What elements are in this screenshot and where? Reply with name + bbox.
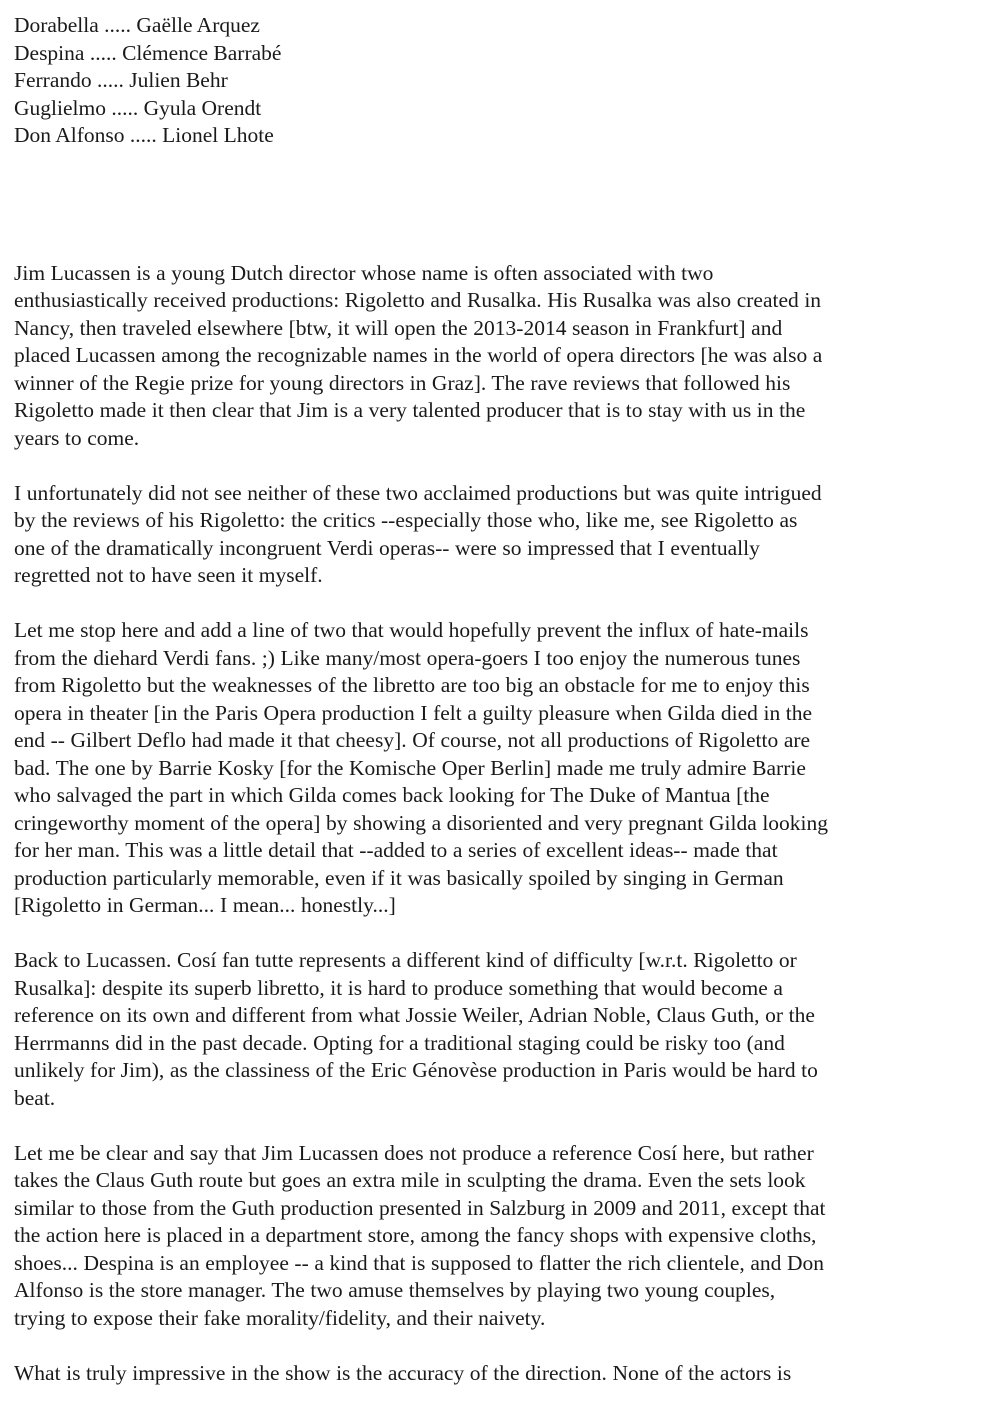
paragraph-line: regretted not to have seen it myself.	[14, 563, 323, 587]
paragraph-line: placed Lucassen among the recognizable names in the world of opera directors [he was also a	[14, 343, 823, 367]
paragraph-line: Jim Lucassen is a young Dutch director whose name is often associated with two	[14, 260, 714, 285]
paragraph-line: unlikely for Jim), as the classiness of the Eric Génovèse production in Paris would be hard to	[14, 1058, 818, 1082]
cast-entry-guglielmo: Guglielmo ..... Gyula Orendt	[14, 95, 262, 120]
paragraph-line: Rigoletto made it then clear that Jim is a very talented producer that is to stay with us in the	[14, 398, 806, 422]
paragraph-line: from Rigoletto but the weaknesses of the libretto are too big an obstacle for me to enjoy this	[14, 673, 810, 697]
article-body	[14, 260, 990, 1388]
paragraph-line: trying to expose their fake morality/fidelity, and their naivety.	[14, 1305, 546, 1330]
paragraph	[14, 480, 990, 590]
paragraph-line: end -- Gilbert Deflo had made it that cheesy]. Of course, not all productions of Rigoletto are	[14, 728, 811, 752]
paragraph-line: by the reviews of his Rigoletto: the critics --especially those who, like me, see Rigoletto as	[14, 508, 798, 532]
paragraph	[14, 617, 990, 920]
paragraph-line: shoes... Despina is an employee -- a kind that is supposed to flatter the rich clientele, and Don	[14, 1250, 825, 1275]
paragraph-line: takes the Claus Guth route but goes an extra mile in sculpting the drama. Even the sets look	[14, 1168, 806, 1192]
paragraph-line: Rusalka]: despite its superb libretto, it is hard to produce something that would become a	[14, 975, 783, 1000]
paragraph	[14, 260, 990, 453]
paragraph-line: for her man. This was a little detail that --added to a series of excellent ideas-- made that	[14, 838, 778, 862]
paragraph-line: Herrmanns did in the past decade. Opting for a traditional staging could be risky too (and	[14, 1030, 785, 1055]
paragraph-line: Alfonso is the store manager. The two amuse themselves by playing two young couples,	[14, 1278, 776, 1302]
paragraph-line: reference on its own and different from what Jossie Weiler, Adrian Noble, Claus Guth, or the	[14, 1003, 815, 1027]
cast-list	[14, 12, 990, 150]
paragraph-line: I unfortunately did not see neither of these two acclaimed productions but was quite intrigued	[14, 480, 822, 505]
paragraph	[14, 1360, 990, 1388]
paragraph-line: opera in theater [in the Paris Opera production I felt a guilty pleasure when Gilda died in the	[14, 700, 813, 725]
paragraph-line: years to come.	[14, 425, 140, 450]
paragraph-line: who salvaged the part in which Gilda comes back looking for The Duke of Mantua [the	[14, 783, 770, 807]
paragraph-line: similar to those from the Guth production presented in Salzburg in 2009 and 2011, except that	[14, 1195, 826, 1220]
cast-entry-despina: Despina ..... Clémence Barrabé	[14, 40, 282, 65]
paragraph-line: bad. The one by Barrie Kosky [for the Komische Oper Berlin] made me truly admire Barrie	[14, 755, 806, 780]
paragraph-line: the action here is placed in a department store, among the fancy shops with expensive cloths,	[14, 1223, 817, 1247]
section-gap	[14, 150, 990, 260]
paragraph-line: What is truly impressive in the show is the accuracy of the direction. None of the actors is	[14, 1360, 792, 1385]
paragraph-line: enthusiastically received productions: Rigoletto and Rusalka. His Rusalka was also created in	[14, 288, 822, 312]
paragraph-line: cringeworthy moment of the opera] by showing a disoriented and very pregnant Gilda looking	[14, 810, 829, 835]
cast-entry-ferrando: Ferrando ..... Julien Behr	[14, 68, 228, 92]
paragraph	[14, 947, 990, 1112]
paragraph	[14, 1140, 990, 1333]
paragraph-line: Nancy, then traveled elsewhere [btw, it will open the 2013-2014 season in Frankfurt] and	[14, 315, 783, 340]
paragraph-line: beat.	[14, 1085, 56, 1110]
document-page	[14, 12, 990, 1415]
cast-entry-don-alfonso: Don Alfonso ..... Lionel Lhote	[14, 123, 274, 147]
paragraph-line: Back to Lucassen. Cosí fan tutte represents a different kind of difficulty [w.r.t. Rigoletto or	[14, 948, 797, 972]
paragraph-line: Let me stop here and add a line of two that would hopefully prevent the influx of hate-mails	[14, 618, 809, 642]
cast-entry-dorabella: Dorabella ..... Gaëlle Arquez	[14, 13, 260, 37]
paragraph-line: Let me be clear and say that Jim Lucassen does not produce a reference Cosí here, but rather	[14, 1140, 814, 1165]
paragraph-line: production particularly memorable, even if it was basically spoiled by singing in German	[14, 865, 784, 890]
paragraph-line: from the diehard Verdi fans. ;) Like many/most opera-goers I too enjoy the numerous tunes	[14, 645, 801, 670]
paragraph-line: [Rigoletto in German... I mean... honestly...]	[14, 893, 396, 917]
paragraph-line: winner of the Regie prize for young directors in Graz]. The rave reviews that followed his	[14, 370, 791, 395]
paragraph-line: one of the dramatically incongruent Verdi operas-- were so impressed that I eventually	[14, 535, 760, 560]
